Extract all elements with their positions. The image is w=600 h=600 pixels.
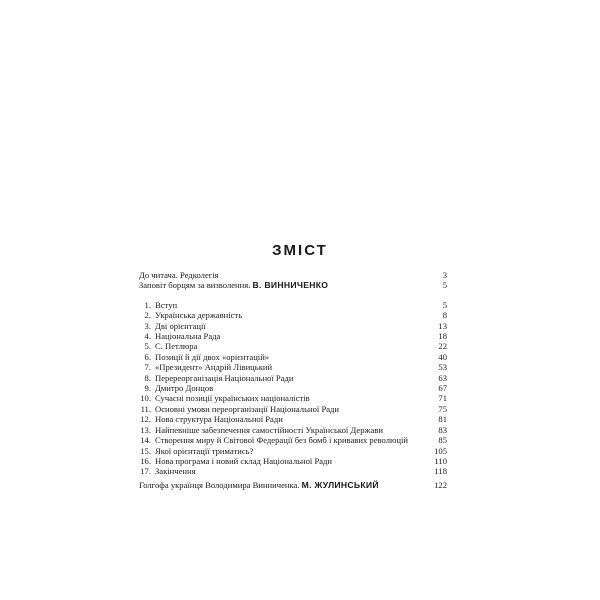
chapter-list: [139, 300, 447, 477]
toc-entry-author: М. ЖУЛИНСЬКИЙ: [301, 479, 379, 490]
toc-chapter-number: 12.: [140, 414, 151, 425]
toc-chapter-row: [139, 404, 447, 414]
toc-chapter-row: [139, 352, 447, 362]
toc-entry-page: 122: [434, 479, 447, 490]
toc-chapter-page: 8: [442, 310, 447, 321]
toc-entry-foreword: [139, 270, 447, 280]
toc-chapter-number: 4.: [144, 331, 151, 342]
toc-chapter-number: 3.: [144, 320, 151, 331]
toc-chapter-number: 9.: [144, 383, 151, 394]
toc-chapter-number: 16.: [140, 455, 151, 466]
toc-chapter-title: Створення миру й Світової Федерації без бомб і кривавих революцій: [155, 435, 408, 446]
toc-entry-text: Заповіт борцям за визволення.: [139, 280, 251, 291]
toc-entry-text: Голгофа українця Володимира Винниченка.: [139, 479, 300, 490]
toc-chapter-row: [139, 414, 447, 424]
toc-chapter-page: 40: [438, 351, 447, 362]
toc-chapter-title: Закінчення: [155, 466, 196, 477]
toc-chapter-number: 7.: [144, 362, 151, 373]
toc-chapter-page: 13: [438, 320, 447, 331]
toc-chapter-title: Основні умови переорганізації Національної Ради: [155, 403, 340, 414]
toc-chapter-page: 75: [438, 403, 447, 414]
toc-chapter-page: 71: [438, 393, 447, 404]
toc-chapter-number: 11.: [140, 403, 151, 414]
toc-chapter-row: [139, 321, 447, 331]
toc-chapter-page: 110: [434, 455, 447, 466]
toc-chapter-title: Якої орієнтації триматись?: [155, 445, 254, 456]
toc-chapter-page: 5: [442, 299, 447, 310]
toc-chapter-page: 81: [438, 414, 447, 425]
toc-chapter-page: 53: [438, 362, 447, 373]
toc-chapter-title: Національна Рада: [155, 331, 221, 342]
toc-chapter-page: 67: [438, 383, 447, 394]
toc-chapter-title: Сучасні позиції українських націоналістів: [155, 393, 310, 404]
toc-chapter-number: 14.: [140, 435, 151, 446]
toc-chapter-title: С. Петлюра: [155, 341, 198, 352]
toc-chapter-page: 105: [434, 445, 447, 456]
toc-chapter-title: Дмитро Донцов: [155, 383, 214, 394]
toc-chapter-title: Перереорганізація Національної Ради: [155, 372, 294, 383]
toc-chapter-title: Дві орієнтації: [155, 320, 206, 331]
toc-chapter-page: 18: [438, 331, 447, 342]
toc-chapter-page: 85: [438, 435, 447, 446]
toc-chapter-number: 2.: [144, 310, 151, 321]
toc-entry-page: 5: [442, 280, 447, 291]
toc-chapter-row: [139, 466, 447, 476]
toc-chapter-number: 8.: [144, 372, 151, 383]
toc-entry-text: До читача. Редколегія: [139, 270, 219, 280]
page-title: ЗМІСТ: [272, 242, 328, 259]
toc-chapter-number: 10.: [140, 393, 151, 404]
toc-entry-testament: [139, 280, 447, 290]
toc-chapter-row: [139, 393, 447, 403]
toc-entry-afterword: [139, 480, 447, 490]
toc-chapter-page: 83: [438, 424, 447, 435]
toc-chapter-page: 118: [434, 466, 447, 477]
toc-chapter-title: «Президент» Андрій Лівицький: [155, 362, 273, 373]
toc-chapter-row: [139, 383, 447, 393]
toc-chapter-number: 5.: [144, 341, 151, 352]
toc-chapter-row: [139, 331, 447, 341]
toc-chapter-title: Позиції й дії двох «орієнтацій»: [155, 351, 270, 362]
toc-chapter-row: [139, 300, 447, 310]
toc-chapter-number: 13.: [140, 424, 151, 435]
toc-chapter-row: [139, 456, 447, 466]
toc-chapter-title: Найпевніше забезпечення самостійності Української Держави: [155, 424, 383, 435]
toc-chapter-row: [139, 362, 447, 372]
toc-chapter-title: Вступ: [155, 299, 178, 310]
toc-chapter-number: 6.: [144, 351, 151, 362]
toc-chapter-row: [139, 310, 447, 320]
toc-entry-author: В. ВИННИЧЕНКО: [252, 280, 329, 291]
toc-chapter-page: 63: [438, 372, 447, 383]
toc-chapter-row: [139, 425, 447, 435]
toc-chapter-number: 15.: [140, 445, 151, 456]
toc-chapter-number: 17.: [140, 466, 151, 477]
toc-chapter-row: [139, 446, 447, 456]
toc-chapter-title: Нова структура Національної Ради: [155, 414, 283, 425]
toc-entry-page: 3: [442, 270, 447, 280]
toc-chapter-number: 1.: [144, 299, 151, 310]
toc-chapter-title: Нова програма і новий склад Національної Ради: [155, 455, 333, 466]
toc-chapter-title: Українська державність: [155, 310, 243, 321]
toc-chapter-row: [139, 435, 447, 445]
table-of-contents: [139, 270, 447, 490]
toc-chapter-page: 22: [438, 341, 447, 352]
toc-chapter-row: [139, 373, 447, 383]
toc-chapter-row: [139, 341, 447, 351]
